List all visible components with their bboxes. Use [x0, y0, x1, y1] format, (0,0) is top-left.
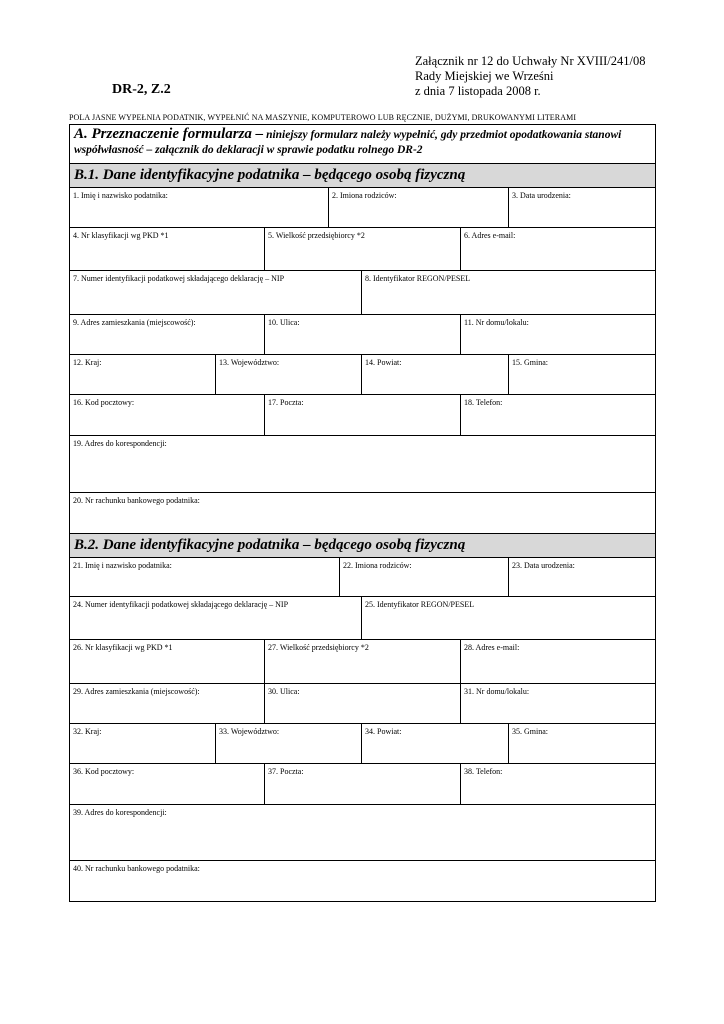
field-25-regon-pesel[interactable]: 25. Identyfikator REGON/PESEL [362, 597, 655, 640]
field-19-correspondence-address[interactable]: 19. Adres do korespondencji: [70, 436, 655, 493]
field-16-postal-code[interactable]: 16. Kod pocztowy: [70, 395, 265, 436]
field-34-county[interactable]: 34. Powiat: [362, 724, 509, 764]
section-a-title: A. Przeznaczenie formularza – [74, 126, 264, 142]
field-30-street[interactable]: 30. Ulica: [265, 684, 461, 724]
attachment-line-3: z dnia 7 listopada 2008 r. [415, 84, 541, 98]
field-33-voivodeship[interactable]: 33. Województwo: [216, 724, 362, 764]
field-2-parents-names[interactable]: 2. Imiona rodziców: [329, 188, 509, 228]
field-1-name[interactable]: 1. Imię i nazwisko podatnika: [70, 188, 329, 228]
attachment-header [415, 54, 646, 99]
attachment-line-2: Rady Miejskiej we Wrześni [415, 69, 554, 83]
field-24-nip[interactable]: 24. Numer identyfikacji podatkowej składającego deklarację – NIP [70, 597, 362, 640]
field-32-country[interactable]: 32. Kraj: [70, 724, 216, 764]
field-37-post-office[interactable]: 37. Poczta: [265, 764, 461, 805]
field-14-county[interactable]: 14. Powiat: [362, 355, 509, 395]
field-13-voivodeship[interactable]: 13. Województwo: [216, 355, 362, 395]
field-7-nip[interactable]: 7. Numer identyfikacji podatkowej składającego deklarację – NIP [70, 271, 362, 315]
field-21-name[interactable]: 21. Imię i nazwisko podatnika: [70, 558, 340, 597]
field-6-email[interactable]: 6. Adres e-mail: [461, 228, 655, 271]
section-a-header [70, 125, 655, 164]
section-a-text: niniejszy formularz należy wypełnić, gdy przedmiot opodatkowania stanowi współwłasność – załącznik do deklaracji w sprawie podatku rolnego DR-2 [74, 129, 622, 156]
field-29-city[interactable]: 29. Adres zamieszkania (miejscowość): [70, 684, 265, 724]
field-27-enterprise-size[interactable]: 27. Wielkość przedsiębiorcy *2 [265, 640, 461, 684]
field-23-birth-date[interactable]: 23. Data urodzenia: [509, 558, 655, 597]
field-8-regon-pesel[interactable]: 8. Identyfikator REGON/PESEL [362, 271, 655, 315]
fill-instruction: POLA JASNE WYPEŁNIA PODATNIK, WYPEŁNIĆ NA MASZYNIE, KOMPUTEROWO LUB RĘCZNIE, DUŻYMI, DRUKOWANYMI LITERAMI [69, 113, 577, 122]
field-5-enterprise-size[interactable]: 5. Wielkość przedsiębiorcy *2 [265, 228, 461, 271]
attachment-line-1: Załącznik nr 12 do Uchwały Nr XVIII/241/08 [415, 54, 646, 68]
field-38-phone[interactable]: 38. Telefon: [461, 764, 655, 805]
field-12-country[interactable]: 12. Kraj: [70, 355, 216, 395]
field-15-municipality[interactable]: 15. Gmina: [509, 355, 655, 395]
field-22-parents-names[interactable]: 22. Imiona rodziców: [340, 558, 509, 597]
field-31-house-number[interactable]: 31. Nr domu/lokalu: [461, 684, 655, 724]
field-3-birth-date[interactable]: 3. Data urodzenia: [509, 188, 655, 228]
document-code: DR-2, Z.2 [112, 82, 171, 97]
field-40-bank-account[interactable]: 40. Nr rachunku bankowego podatnika: [73, 864, 200, 873]
form-section-a-b1 [69, 124, 656, 534]
section-b2-header: B.2. Dane identyfikacyjne podatnika – będącego osobą fizyczną [70, 534, 655, 558]
form-section-b2 [69, 533, 656, 902]
field-20-bank-account[interactable]: 20. Nr rachunku bankowego podatnika: [73, 496, 200, 505]
field-9-city[interactable]: 9. Adres zamieszkania (miejscowość): [70, 315, 265, 355]
field-11-house-number[interactable]: 11. Nr domu/lokalu: [461, 315, 655, 355]
field-10-street[interactable]: 10. Ulica: [265, 315, 461, 355]
field-17-post-office[interactable]: 17. Poczta: [265, 395, 461, 436]
field-28-email[interactable]: 28. Adres e-mail: [461, 640, 655, 684]
field-36-postal-code[interactable]: 36. Kod pocztowy: [70, 764, 265, 805]
field-35-municipality[interactable]: 35. Gmina: [509, 724, 655, 764]
section-b1-header: B.1. Dane identyfikacyjne podatnika – będącego osobą fizyczną [70, 164, 655, 188]
field-4-pkd[interactable]: 4. Nr klasyfikacji wg PKD *1 [70, 228, 265, 271]
field-18-phone[interactable]: 18. Telefon: [461, 395, 655, 436]
field-39-correspondence-address[interactable]: 39. Adres do korespondencji: [70, 805, 655, 861]
field-26-pkd[interactable]: 26. Nr klasyfikacji wg PKD *1 [70, 640, 265, 684]
